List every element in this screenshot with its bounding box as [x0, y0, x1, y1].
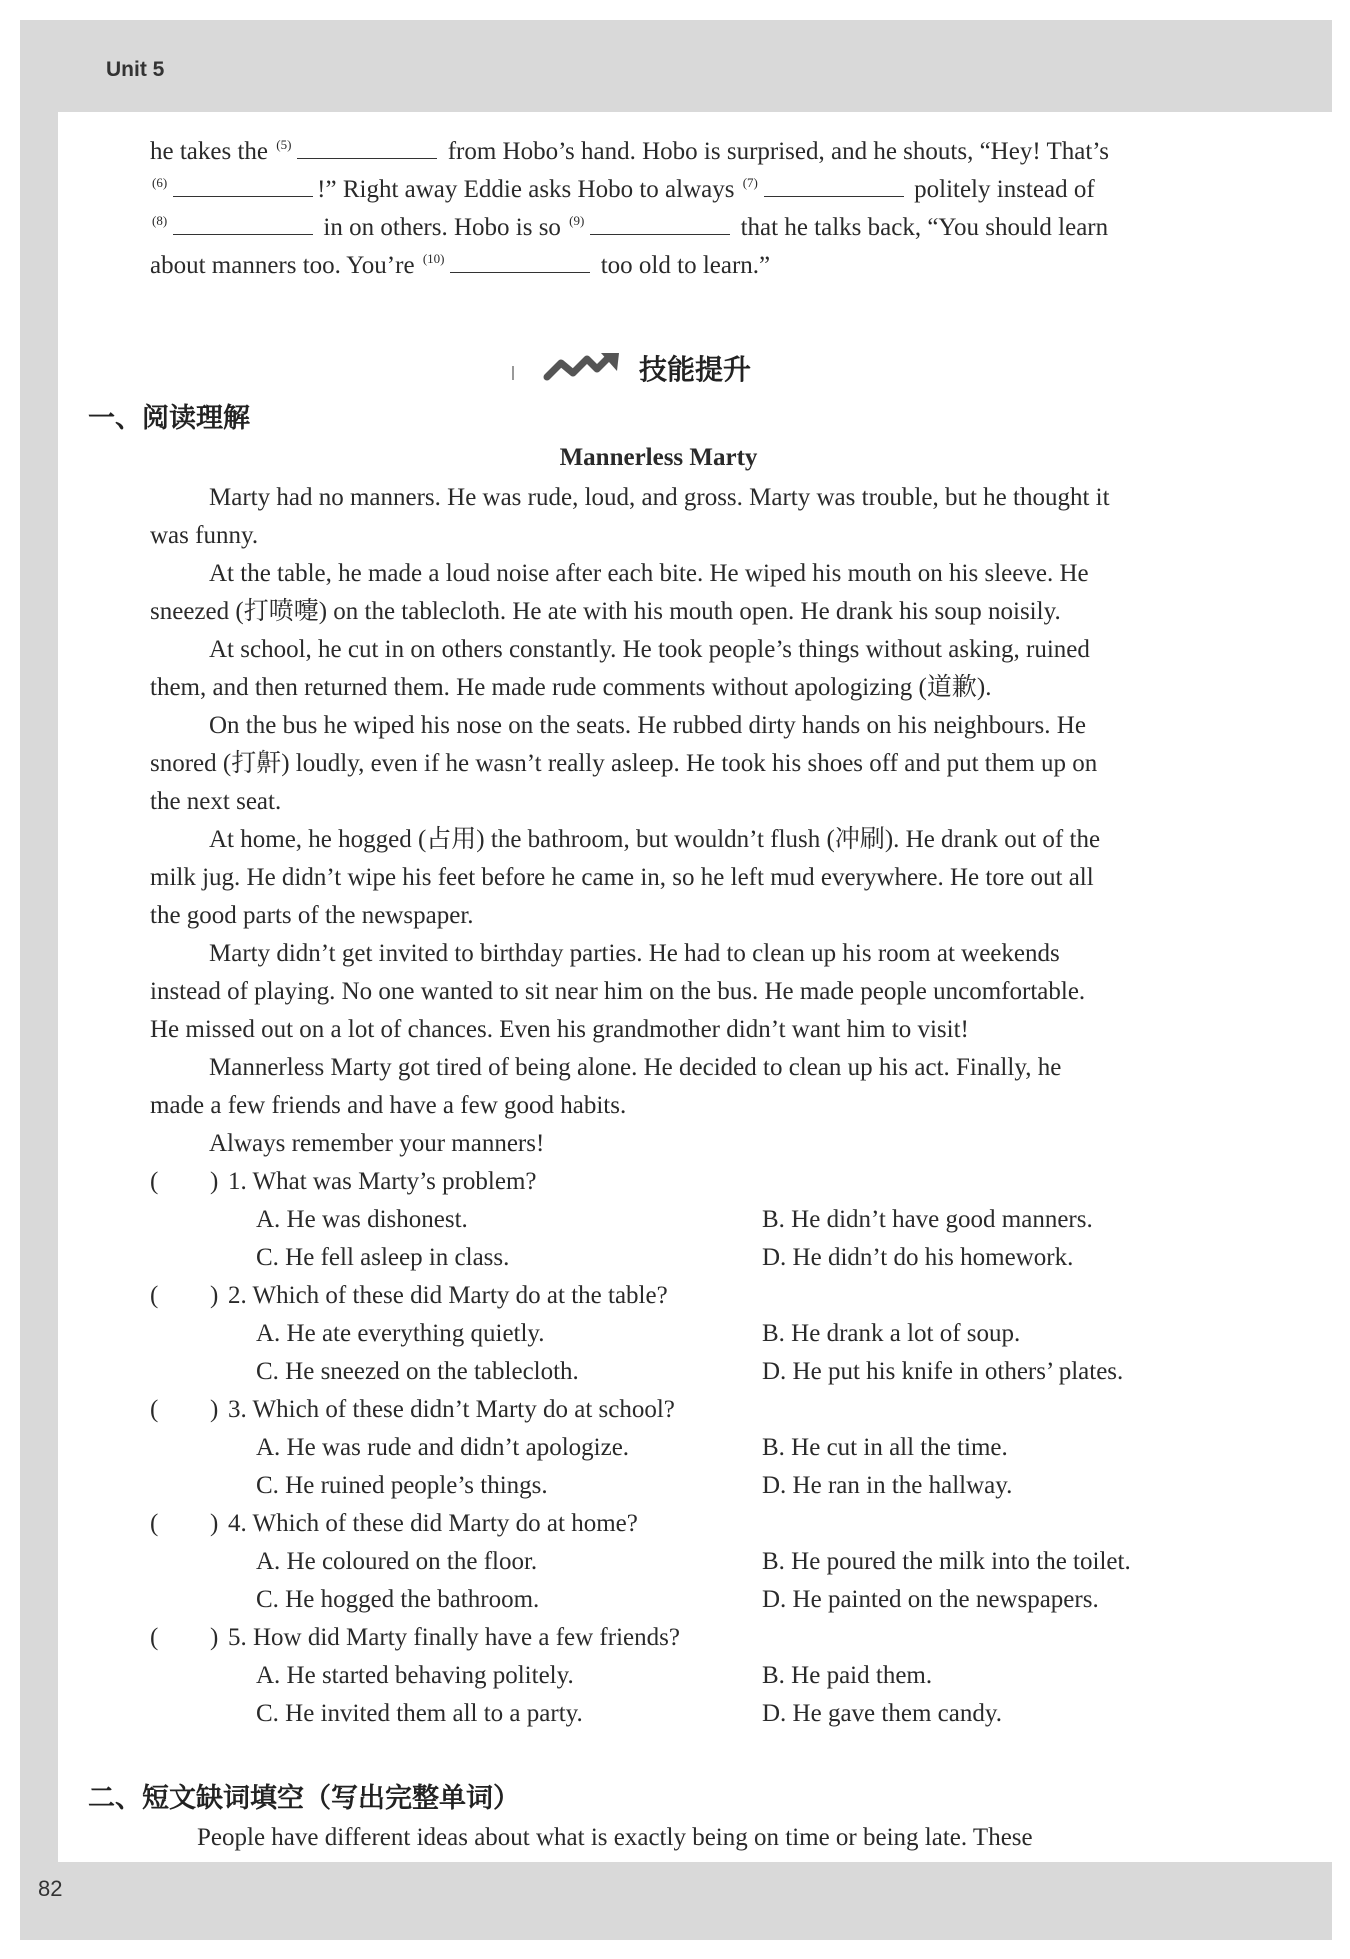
option-d[interactable]: D. He put his knife in others’ plates. [762, 1358, 1124, 1385]
passage-line: made a few friends and have a few good habits. [150, 1092, 627, 1119]
question-text: 5. How did Marty finally have a few friends? [228, 1624, 680, 1651]
option-b[interactable]: B. He cut in all the time. [762, 1434, 1008, 1461]
passage-line: milk jug. He didn’t wipe his feet before he came in, so he left mud everywhere. He tore out all [150, 864, 1094, 891]
option-c[interactable]: C. He hogged the bathroom. [256, 1586, 540, 1613]
passage-line: He missed out on a lot of chances. Even his grandmother didn’t want him to visit! [150, 1016, 969, 1043]
option-b[interactable]: B. He didn’t have good manners. [762, 1206, 1093, 1233]
blank-number-6: (6) [152, 175, 168, 190]
question-stem [150, 1167, 1050, 1197]
passage-line: the good parts of the newspaper. [150, 902, 474, 929]
top-margin-band [20, 20, 1332, 112]
passage-line: At school, he cut in on others constantly. He took people’s things without asking, ruined [209, 636, 1090, 663]
page-number: 82 [38, 1876, 63, 1901]
answer-blank-8[interactable] [173, 213, 313, 235]
answer-paren-open[interactable]: ( [150, 1624, 159, 1651]
passage-line: instead of playing. No one wanted to sit near him on the bus. He made people uncomfortable. [150, 978, 1086, 1005]
option-b[interactable]: B. He drank a lot of soup. [762, 1320, 1021, 1347]
passage-line: sneezed (打喷嚏) on the tablecloth. He ate with his mouth open. He drank his soup noisily. [150, 598, 1061, 625]
cloze-first-line: People have different ideas about what is exactly being on time or being late. These [197, 1824, 1033, 1851]
question-stem [150, 1395, 1050, 1425]
unit-label: Unit 5 [106, 58, 165, 81]
bottom-margin-band [20, 1862, 1332, 1940]
option-c[interactable]: C. He sneezed on the tablecloth. [256, 1358, 579, 1385]
passage-line: was funny. [150, 522, 259, 549]
blank-number-8: (8) [152, 213, 168, 228]
option-b[interactable]: B. He poured the milk into the toilet. [762, 1548, 1131, 1575]
option-c[interactable]: C. He invited them all to a party. [256, 1700, 583, 1727]
option-d[interactable]: D. He didn’t do his homework. [762, 1244, 1074, 1271]
answer-blank-5[interactable] [297, 137, 437, 159]
question-text: 3. Which of these didn’t Marty do at school? [228, 1396, 675, 1423]
option-a[interactable]: A. He ate everything quietly. [256, 1320, 545, 1347]
passage-line: Marty didn’t get invited to birthday parties. He had to clean up his room at weekends [209, 940, 1060, 967]
answer-paren-open[interactable]: ( [150, 1282, 159, 1309]
continuation-line-3: $^{(8)}$ in on others. Hobo is so $^{(9)}$ that he talks back, “You should learn [152, 213, 1109, 241]
question-text: 1. What was Marty’s problem? [228, 1168, 537, 1195]
option-a[interactable]: A. He started behaving politely. [256, 1662, 574, 1689]
passage-line: On the bus he wiped his nose on the seats. He rubbed dirty hands on his neighbours. He [209, 712, 1086, 739]
blank-number-9: (9) [569, 213, 585, 228]
section-heading-cloze: 二、短文缺词填空（写出完整单词） [88, 1783, 520, 1814]
passage-title: Mannerless Marty [559, 444, 758, 471]
passage-line: them, and then returned them. He made rude comments without apologizing (道歉). [150, 674, 992, 701]
trend-arrow-icon [543, 351, 623, 385]
question-stem [150, 1281, 1050, 1311]
answer-paren-open[interactable]: ( [150, 1510, 159, 1537]
question-text: 2. Which of these did Marty do at the table? [228, 1282, 668, 1309]
question-stem [150, 1509, 1050, 1539]
section-heading-reading: 一、阅读理解 [88, 403, 250, 434]
blank-number-7: (7) [742, 175, 758, 190]
option-a[interactable]: A. He was rude and didn’t apologize. [256, 1434, 630, 1461]
answer-paren-close[interactable]: ) [210, 1396, 219, 1423]
option-a[interactable]: A. He was dishonest. [256, 1206, 468, 1233]
passage-line: At the table, he made a loud noise after each bite. He wiped his mouth on his sleeve. He [209, 560, 1089, 587]
answer-paren-open[interactable]: ( [150, 1396, 159, 1423]
banner-divider-tick [512, 366, 514, 380]
option-d[interactable]: D. He painted on the newspapers. [762, 1586, 1099, 1613]
option-b[interactable]: B. He paid them. [762, 1662, 933, 1689]
option-d[interactable]: D. He gave them candy. [762, 1700, 1002, 1727]
answer-paren-close[interactable]: ) [210, 1510, 219, 1537]
answer-paren-close[interactable]: ) [210, 1168, 219, 1195]
left-margin-band [20, 20, 58, 1940]
option-a[interactable]: A. He coloured on the floor. [256, 1548, 538, 1575]
answer-paren-close[interactable]: ) [210, 1282, 219, 1309]
answer-paren-close[interactable]: ) [210, 1624, 219, 1651]
answer-blank-9[interactable] [590, 213, 730, 235]
question-text: 4. Which of these did Marty do at home? [228, 1510, 638, 1537]
passage-line: Marty had no manners. He was rude, loud, and gross. Marty was trouble, but he thought it [209, 484, 1110, 511]
blank-number-10: (10) [422, 251, 445, 266]
banner-title: 技能提升 [639, 353, 752, 386]
option-d[interactable]: D. He ran in the hallway. [762, 1472, 1013, 1499]
option-c[interactable]: C. He ruined people’s things. [256, 1472, 548, 1499]
continuation-line-4: about manners too. You’re $^{(10)}$ too old to learn.” [150, 251, 771, 279]
passage-line: Always remember your manners! [209, 1130, 545, 1157]
passage-line: snored (打鼾) loudly, even if he wasn’t really asleep. He took his shoes off and put them up on [150, 750, 1098, 777]
skill-banner [543, 348, 751, 388]
question-stem [150, 1623, 1050, 1653]
answer-blank-6[interactable] [173, 175, 313, 197]
answer-blank-10[interactable] [450, 251, 590, 273]
continuation-line-2: $^{(6)}$ !” Right away Eddie asks Hobo to always $^{(7)}$ politely instead of [152, 175, 1095, 203]
passage-line: At home, he hogged (占用) the bathroom, but wouldn’t flush (冲刷). He drank out of the [209, 826, 1101, 853]
answer-paren-open[interactable]: ( [150, 1168, 159, 1195]
passage-line: the next seat. [150, 788, 282, 815]
blank-number-5: (5) [276, 137, 292, 152]
continuation-line-1: he takes the $^{(5)}$ from Hobo’s hand. Hobo is surprised, and he shouts, “Hey! That’s [150, 137, 1109, 165]
answer-blank-7[interactable] [764, 175, 904, 197]
passage-line: Mannerless Marty got tired of being alone. He decided to clean up his act. Finally, he [209, 1054, 1062, 1081]
option-c[interactable]: C. He fell asleep in class. [256, 1244, 510, 1271]
